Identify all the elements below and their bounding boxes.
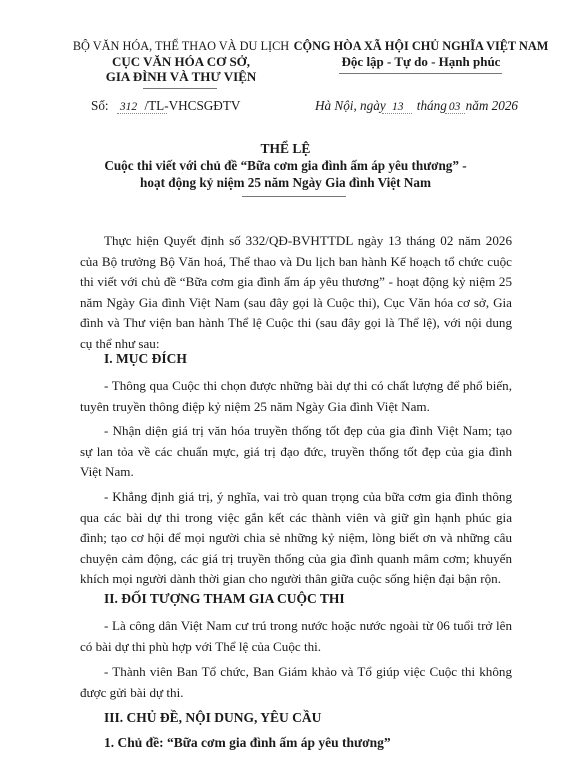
header-left-divider (143, 88, 217, 89)
date-year: năm 2026 (465, 98, 519, 113)
doc-no-value: 312 (119, 101, 138, 113)
doc-no-suffix: /TL-VHCSGĐTV (144, 98, 241, 113)
date-prefix: Hà Nội, ngày (315, 98, 386, 113)
national-motto: Độc lập - Tự do - Hạnh phúc (341, 54, 501, 69)
doc-no-prefix: Số: (91, 98, 109, 113)
section-heading-topic: III. CHỦ ĐỀ, NỘI DUNG, YÊU CẦU (104, 710, 322, 725)
purpose-text-2: - Nhận diện giá trị văn hóa truyền thống tốt đẹp của gia đình Việt Nam; tạo sự lan tỏa về các chuẩn mực, giá trị đạo đức, truyền thống tốt đẹp của gia đình Việt Nam. (80, 423, 512, 480)
header-right-divider (339, 73, 502, 74)
agency-name-line1: CỤC VĂN HÓA CƠ SỞ, (111, 54, 251, 69)
agency-name-line2: GIA ĐÌNH VÀ THƯ VIỆN (105, 69, 257, 84)
date-month-label: tháng (416, 98, 447, 113)
purpose-paragraph-1 (80, 376, 512, 417)
section-heading-participants: II. ĐỐI TƯỢNG THAM GIA CUỘC THI (104, 591, 345, 606)
participants-paragraph-2 (80, 662, 512, 703)
purpose-paragraph-3 (80, 487, 512, 590)
intro-text: Thực hiện Quyết định số 332/QĐ-BVHTTDL ngày 13 tháng 02 năm 2026 của Bộ trưởng Bộ Văn hoá, Thể thao và Du lịch ban hành Kế hoạch tổ chức cuộc thi viết với chủ đề “Bữa cơm gia đình ấm áp yêu thương” - hoạt động kỷ niệm 25 năm Ngày Gia đình Việt Nam (sau đây gọi là Cuộc thi), Cục Văn hóa cơ sở, Gia đình và Thư viện ban hành Thể lệ Cuộc thi (sau đây gọi là Thể lệ), với nội dung cụ thể như sau: (80, 233, 512, 351)
document-subtitle-line1: Cuộc thi viết với chủ đề “Bữa cơm gia đình ấm áp yêu thương” - (104, 158, 467, 173)
subsection-heading-topic: 1. Chủ đề: “Bữa cơm gia đình ấm áp yêu thương” (104, 735, 391, 750)
date-month: 03 (448, 101, 461, 113)
purpose-paragraph-2 (80, 421, 512, 483)
date-day-dotted-line (382, 113, 412, 114)
document-date (315, 98, 518, 114)
date-day: 13 (392, 101, 404, 113)
participants-text-2: - Thành viên Ban Tổ chức, Ban Giám khảo và Tổ giúp việc Cuộc thi không được gửi bài dự thi. (80, 664, 512, 700)
purpose-text-3: - Khẳng định giá trị, ý nghĩa, vai trò quan trọng của bữa cơm gia đình thông qua các bài dự thi trong việc gắn kết các thành viên và giữ gìn hạnh phúc gia đình; tạo cơ hội để mọi người chia sẻ những kỷ niệm, lòng biết ơn và những câu chuyện cảm động, các giá trị truyền thống của gia đình quanh mâm cơm; khuyến khích mọi người dành thời gian cho người thân giữa cuộc sống hiện đại bận rộn. (80, 489, 512, 587)
document-number (91, 98, 240, 114)
section-heading-purpose: I. MỤC ĐÍCH (104, 351, 187, 366)
country-name: CỘNG HÒA XÃ HỘI CHỦ NGHĨA VIỆT NAM (293, 39, 549, 53)
doc-no-dotted-line (117, 113, 167, 114)
document-title: THỂ LỆ (260, 141, 311, 156)
intro-paragraph (80, 231, 512, 355)
date-month-dotted-line (445, 113, 465, 114)
title-divider (242, 196, 346, 197)
purpose-text-1: - Thông qua Cuộc thi chọn được những bài dự thi có chất lượng để phổ biến, tuyên truyền thông điệp kỷ niệm 25 năm Ngày Gia đình Việt Nam. (80, 378, 512, 414)
ministry-name: BỘ VĂN HÓA, THỂ THAO VÀ DU LỊCH (72, 39, 290, 53)
participants-paragraph-1 (80, 616, 512, 657)
participants-text-1: - Là công dân Việt Nam cư trú trong nước hoặc nước ngoài từ 06 tuổi trở lên có bài dự thi phù hợp với Thể lệ của Cuộc thi. (80, 618, 512, 654)
document-subtitle-line2: hoạt động kỷ niệm 25 năm Ngày Gia đình Việt Nam (140, 175, 431, 190)
